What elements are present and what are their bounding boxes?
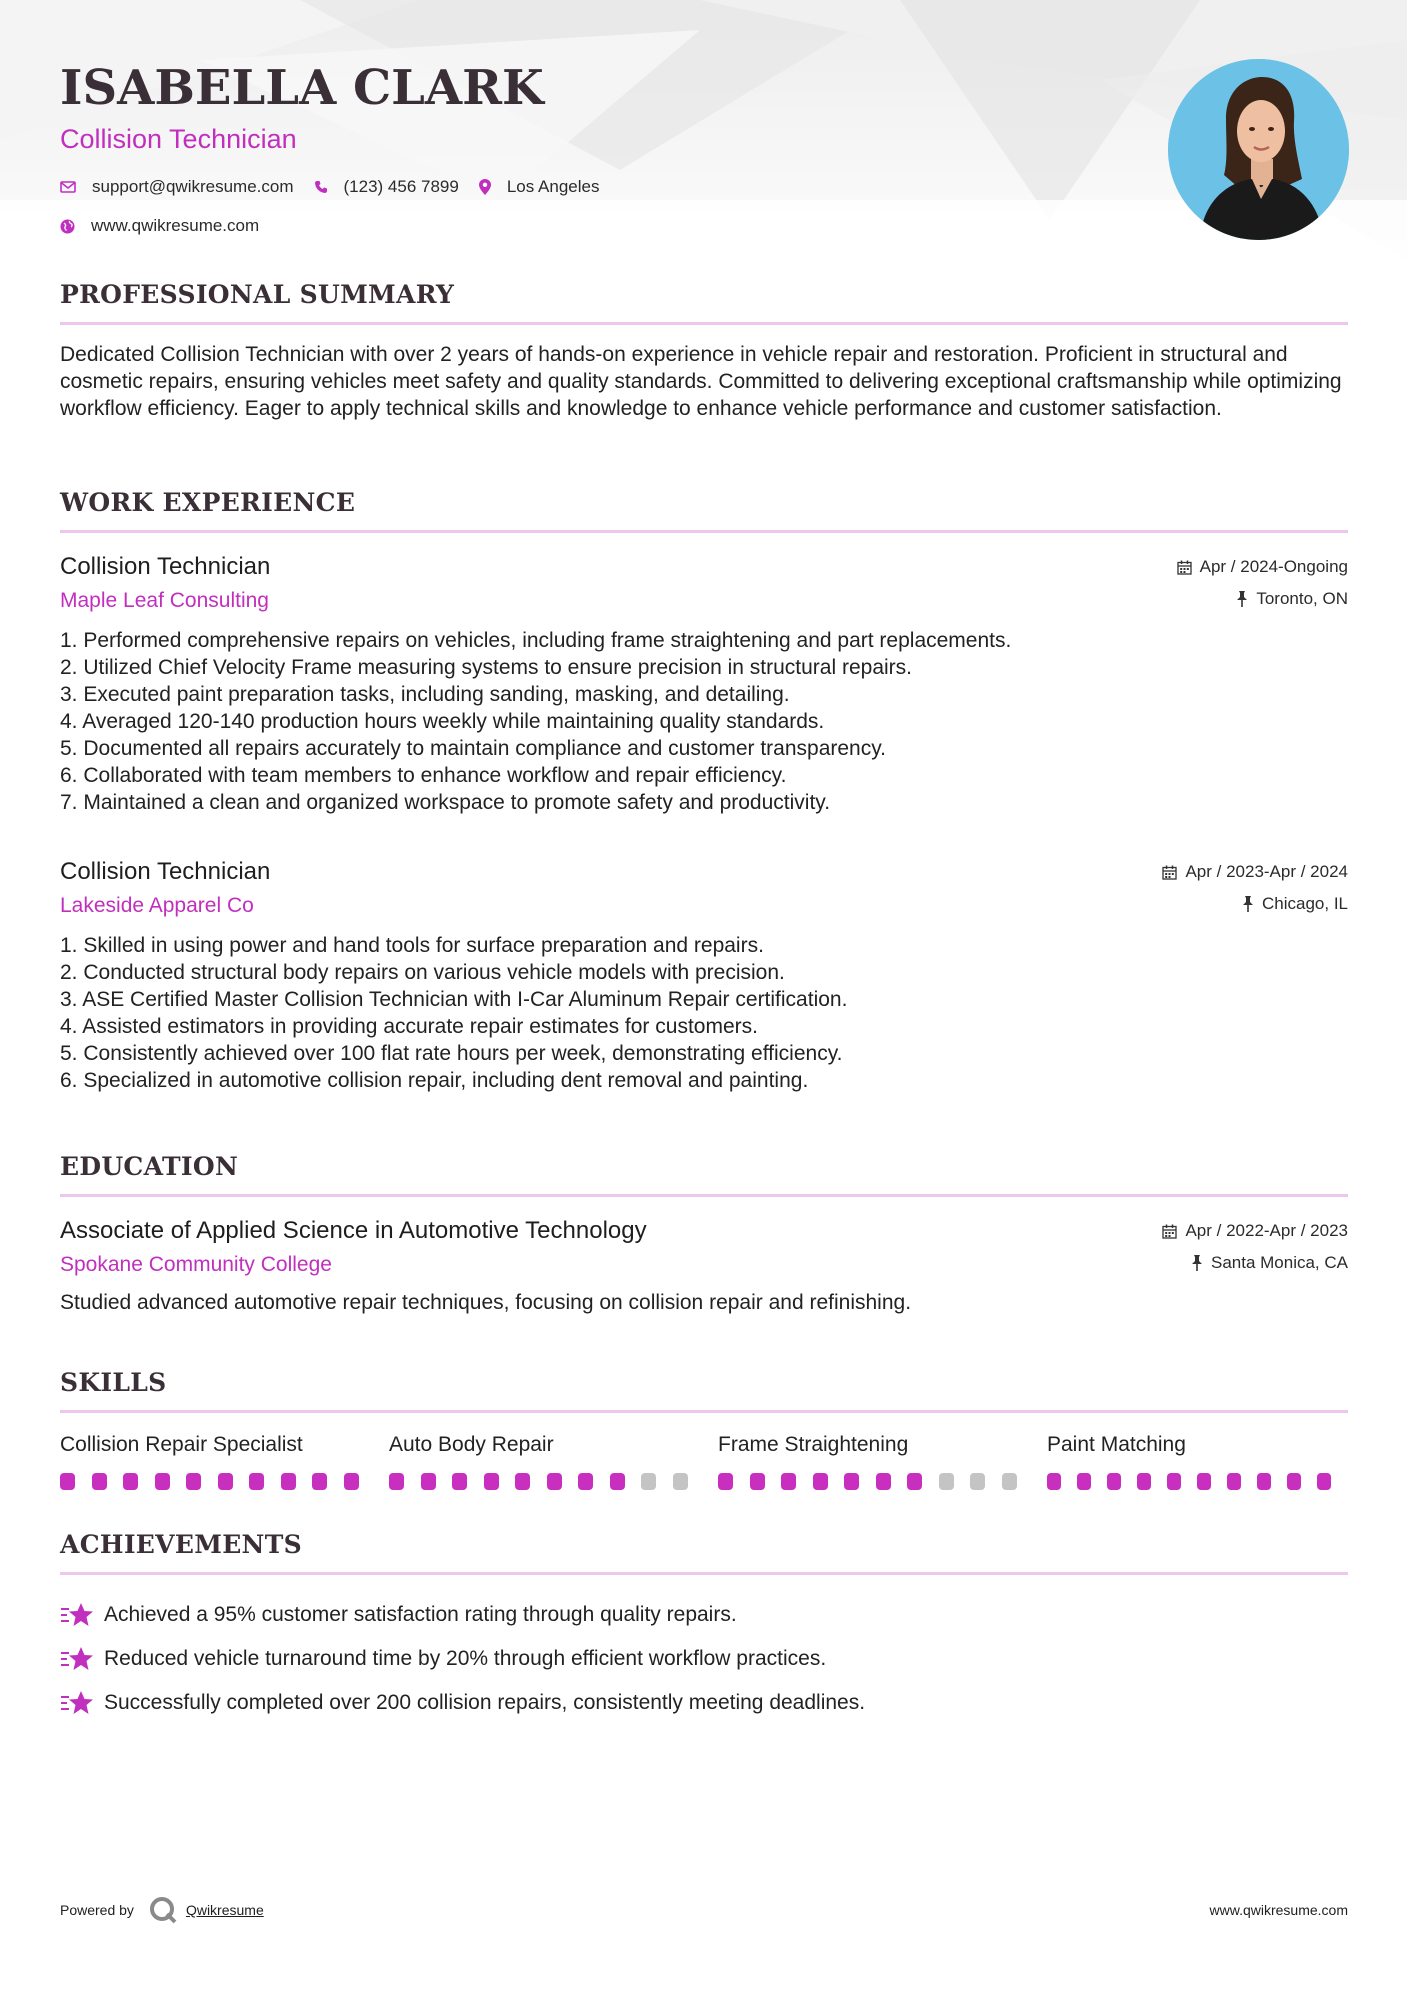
skill-rating [389,1473,718,1490]
rating-dot-filled [1107,1473,1121,1490]
rating-dot-empty [673,1473,688,1490]
job-location-text: Toronto, ON [1256,589,1348,608]
globe-icon [60,219,75,234]
list-item: 4. Assisted estimators in providing accurate repair estimates for customers. [60,1015,758,1038]
list-item: 1. Skilled in using power and hand tools for surface preparation and repairs. [60,934,764,957]
skill-item [1047,1431,1347,1490]
contact-email[interactable] [60,177,294,197]
rating-dot-filled [578,1473,593,1490]
rating-dot-filled [844,1473,859,1490]
rating-dot-filled [610,1473,625,1490]
calendar-icon [1177,560,1192,575]
location-text: Los Angeles [506,177,600,196]
education-heading: EDUCATION [60,1150,1348,1197]
job-dates [1177,555,1348,579]
rating-dot-filled [876,1473,891,1490]
email-text: support@qwikresume.com [92,177,294,196]
experience-section [60,486,1348,1094]
rating-dot-filled [1047,1473,1061,1490]
education-meta [1162,1219,1348,1283]
rating-dot-filled [813,1473,828,1490]
rating-dot-empty [1002,1473,1017,1490]
rating-dot-filled [1287,1473,1301,1490]
achievement-item [60,1681,1348,1725]
job-bullets [60,627,1348,816]
experience-heading: WORK EXPERIENCE [60,486,1348,533]
education-dates [1162,1219,1348,1243]
calendar-icon [1162,865,1177,880]
rating-dot-empty [939,1473,954,1490]
contact-row [60,174,1160,200]
star-icon [60,1645,94,1673]
job-title: Collision Technician [60,553,271,580]
qwikresume-logo-icon [148,1895,178,1925]
footer-left [60,1895,264,1925]
footer-website[interactable]: www.qwikresume.com [1209,1902,1348,1918]
star-icon [60,1689,94,1717]
job-location-text: Chicago, IL [1262,894,1348,913]
job-entry [60,551,1348,816]
rating-dot-filled [515,1473,530,1490]
achievements-heading: ACHIEVEMENTS [60,1528,1348,1575]
education-entry [60,1215,1348,1316]
candidate-role: Collision Technician [60,124,297,154]
pushpin-icon [1191,1255,1203,1271]
skill-rating [1047,1473,1347,1490]
rating-dot-filled [249,1473,264,1490]
rating-dot-filled [218,1473,233,1490]
skill-name: Paint Matching [1047,1433,1186,1456]
job-location [1162,892,1348,916]
achievement-text: Reduced vehicle turnaround time by 20% through efficient workflow practices. [104,1647,827,1670]
job-dates-text: Apr / 2023-Apr / 2024 [1185,862,1348,881]
job-entry [60,856,1348,1094]
job-company: Maple Leaf Consulting [60,589,269,612]
star-icon [60,1601,94,1629]
rating-dot-filled [547,1473,562,1490]
rating-dot-filled [718,1473,733,1490]
rating-dot-filled [389,1473,404,1490]
education-description: Studied advanced automotive repair techniques, focusing on collision repair and refinishing. [60,1291,912,1314]
job-company: Lakeside Apparel Co [60,894,254,917]
education-location [1162,1251,1348,1275]
candidate-name: ISABELLA CLARK [60,60,544,116]
education-dates-text: Apr / 2022-Apr / 2023 [1185,1221,1348,1240]
job-location [1177,587,1348,611]
skill-item [718,1431,1047,1490]
achievements-section [60,1528,1348,1725]
pushpin-icon [1236,591,1248,607]
list-item: 3. Executed paint preparation tasks, including sanding, masking, and detailing. [60,683,790,706]
map-pin-icon [479,179,491,195]
list-item: 1. Performed comprehensive repairs on vehicles, including frame straightening and part replacements. [60,629,1012,652]
job-title: Collision Technician [60,858,271,885]
list-item: 3. ASE Certified Master Collision Technician with I-Car Aluminum Repair certification. [60,988,848,1011]
skill-item [60,1431,389,1490]
skill-rating [60,1473,389,1490]
rating-dot-empty [970,1473,985,1490]
list-item: 4. Averaged 120-140 production hours weekly while maintaining quality standards. [60,710,825,733]
rating-dot-filled [92,1473,107,1490]
list-item: 6. Collaborated with team members to enhance workflow and repair efficiency. [60,764,787,787]
achievements-list [60,1593,1348,1725]
rating-dot-filled [1257,1473,1271,1490]
mail-icon [60,181,76,193]
rating-dot-filled [1167,1473,1181,1490]
contact-website[interactable] [60,216,259,236]
pushpin-icon [1242,896,1254,912]
rating-dot-empty [641,1473,656,1490]
avatar [1168,59,1349,240]
phone-icon [314,180,328,194]
rating-dot-filled [452,1473,467,1490]
job-meta [1162,860,1348,924]
calendar-icon [1162,1224,1177,1239]
summary-heading: PROFESSIONAL SUMMARY [60,278,1348,325]
skill-item [389,1431,718,1490]
achievement-item [60,1637,1348,1681]
phone-text: (123) 456 7899 [343,177,459,196]
skill-rating [718,1473,1047,1490]
brand-link[interactable]: Qwikresume [185,1902,264,1918]
rating-dot-filled [344,1473,359,1490]
rating-dot-filled [281,1473,296,1490]
skill-name: Auto Body Repair [389,1433,554,1456]
list-item: 2. Conducted structural body repairs on various vehicle models with precision. [60,961,785,984]
rating-dot-filled [484,1473,499,1490]
rating-dot-filled [186,1473,201,1490]
rating-dot-filled [312,1473,327,1490]
list-item: 2. Utilized Chief Velocity Frame measuring systems to ensure precision in structural repairs. [60,656,912,679]
job-meta [1177,555,1348,619]
list-item: 5. Consistently achieved over 100 flat rate hours per week, demonstrating efficiency. [60,1042,843,1065]
job-bullets [60,932,1348,1094]
skill-name: Collision Repair Specialist [60,1433,303,1456]
footer [60,1895,1348,1925]
summary-text: Dedicated Collision Technician with over 2 years of hands-on experience in vehicle repair and restoration. Proficient in structural and cosmetic repairs, ensuring vehicles meet safety and quality standards. Committed to delivering exceptional craftsmanship while optimizing workflow efficiency. Eager to apply technical skills and knowledge to enhance vehicle performance and customer satisfaction. [60,343,1342,420]
skills-heading: SKILLS [60,1366,1348,1413]
rating-dot-filled [750,1473,765,1490]
rating-dot-filled [781,1473,796,1490]
job-dates-text: Apr / 2024-Ongoing [1199,557,1348,576]
education-location-text: Santa Monica, CA [1210,1253,1348,1272]
rating-dot-filled [155,1473,170,1490]
achievement-text: Achieved a 95% customer satisfaction rating through quality repairs. [104,1603,737,1626]
profile-photo [1168,59,1349,240]
list-item: 7. Maintained a clean and organized workspace to promote safety and productivity. [60,791,831,814]
rating-dot-filled [1227,1473,1241,1490]
list-item: 5. Documented all repairs accurately to maintain compliance and customer transparency. [60,737,887,760]
contact-location [479,177,600,197]
contact-row-2 [60,216,1160,236]
rating-dot-filled [421,1473,436,1490]
achievement-text: Successfully completed over 200 collision repairs, consistently meeting deadlines. [104,1691,866,1714]
contact-phone[interactable] [314,177,459,197]
job-dates [1162,860,1348,884]
skill-name: Frame Straightening [718,1433,909,1456]
skills-section [60,1366,1348,1490]
rating-dot-filled [1197,1473,1211,1490]
resume-header [60,56,1160,236]
rating-dot-filled [60,1473,75,1490]
achievement-item [60,1593,1348,1637]
website-text: www.qwikresume.com [91,216,260,235]
rating-dot-filled [123,1473,138,1490]
rating-dot-filled [1077,1473,1091,1490]
skills-row [60,1431,1348,1490]
powered-by-text: Powered by [60,1902,134,1918]
list-item: 6. Specialized in automotive collision repair, including dent removal and painting. [60,1069,809,1092]
education-section [60,1150,1348,1316]
rating-dot-filled [907,1473,922,1490]
school-name: Spokane Community College [60,1253,332,1276]
summary-section [60,278,1348,422]
degree-title: Associate of Applied Science in Automotive Technology [60,1217,647,1244]
rating-dot-filled [1317,1473,1331,1490]
rating-dot-filled [1137,1473,1151,1490]
